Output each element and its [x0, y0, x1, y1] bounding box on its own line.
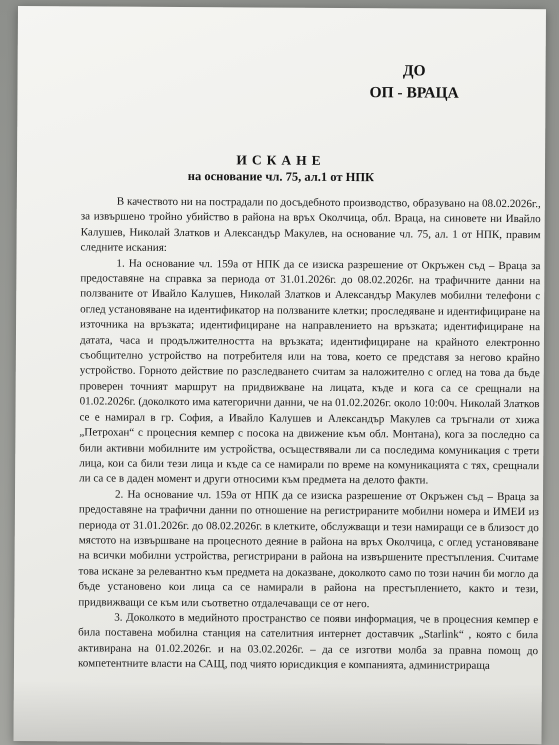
document-subtitle: на основание чл. 75, ал.1 от НПК [187, 169, 375, 185]
page-shadow [14, 681, 542, 744]
request-paragraph-3: 3. Доколкото в медийното пространство се появи информация, че в процесния кемпер е била поставена мобилна станция на сателитния интернет доставчик „Starlink“ , която с била активирана на 01.02.2026г. и на 03.02.2026г. – да се изготви молба за правна помощ до компетентните власти на САЩ, под чиято юрисдикция е компанията, администрираща [77, 611, 539, 673]
document-body [78, 194, 541, 674]
request-paragraph-1: 1. На основание чл. 159а от НПК да се изиска разрешение от Окръжен съд – Враца за предоставяне на справка за периода от 31.01.2026г. до 08.02.2026г. на трафичните данни на ползваните от Ивайло Калушев, Николай Златков и Александър Макулев мобилни телефони с оглед установяване на идентификатор на ползваните клетки; проследяване и идентифициране на източника на връзката; идентифициране на направлението на връзката; идентифициране на датата, часа и продължителността на връзката; идентифициране на крайното електронно съобщително устройство на потребителя или на това, което се представя за негово крайно устройство. Горното действие по разследването считам за наложително с оглед на това да бъде проверен точният маршрут на придвижване на лицата, къде и кога са се срещнали на 01.02.2026г. (доколкото има категорични данни, че на 01.02.2026г. около 10:00ч. Николай Златков се е намирал в гр. София, а Ивайло Калушев и Александър Макулев са тръгнали от хижа „Петрохан“ с процесния кемпер с посока на движение към обл. Монтана), кога за последно са били активни мобилните им устройства, осъществявали ли са последима комуникация с трети лица, кои са били тези лица и къде са се намирали по време на комуникацията с тях, срещнали ли са се в даден момент и други относими към предмета на делото факти. [79, 257, 541, 487]
addressee-block [369, 60, 459, 105]
intro-paragraph: В качеството ни на пострадали по досъдебното производство, образувано на 08.02.2026г., за извършено тройно убийство в района на връх Околчица, обл. Враца, на синовете ни Ивайло Калушев, Николай Златков и Александър Макулев, на основание чл. 75, ал. 1 от НПК, правим следните искания: [80, 195, 541, 255]
request-paragraph-2: 2. На основание чл. 159а от НПК да се изиска разрешение от Окръжен съд – Враца за предоставяне на трафични данни по отношение на регистрираните мобилни номера и ИМЕИ из периода от 31.01.2026г. до 08.02.2026г. в клетките, обслужващи и тези намиращи се в близост до мястото на извършване на процесното деяние в района на връх Околчица, с оглед установяване на всички мобилни устройства, регистрирани в района на извършените престъпления. Считаме това искане за релевантно към предмета на доказване, доколкото само по този начин би могло да бъде установено кои лица са се намирали в района на престъплението, както и тези, придвижващи се към или съответно отдалечаващи се от него. [78, 488, 540, 610]
document-page [14, 6, 546, 744]
document-title: ИСКАНЕ [236, 152, 326, 168]
addressee-office: ОП - ВРАЦА [369, 84, 459, 102]
addressee-to: ДО [402, 62, 426, 80]
